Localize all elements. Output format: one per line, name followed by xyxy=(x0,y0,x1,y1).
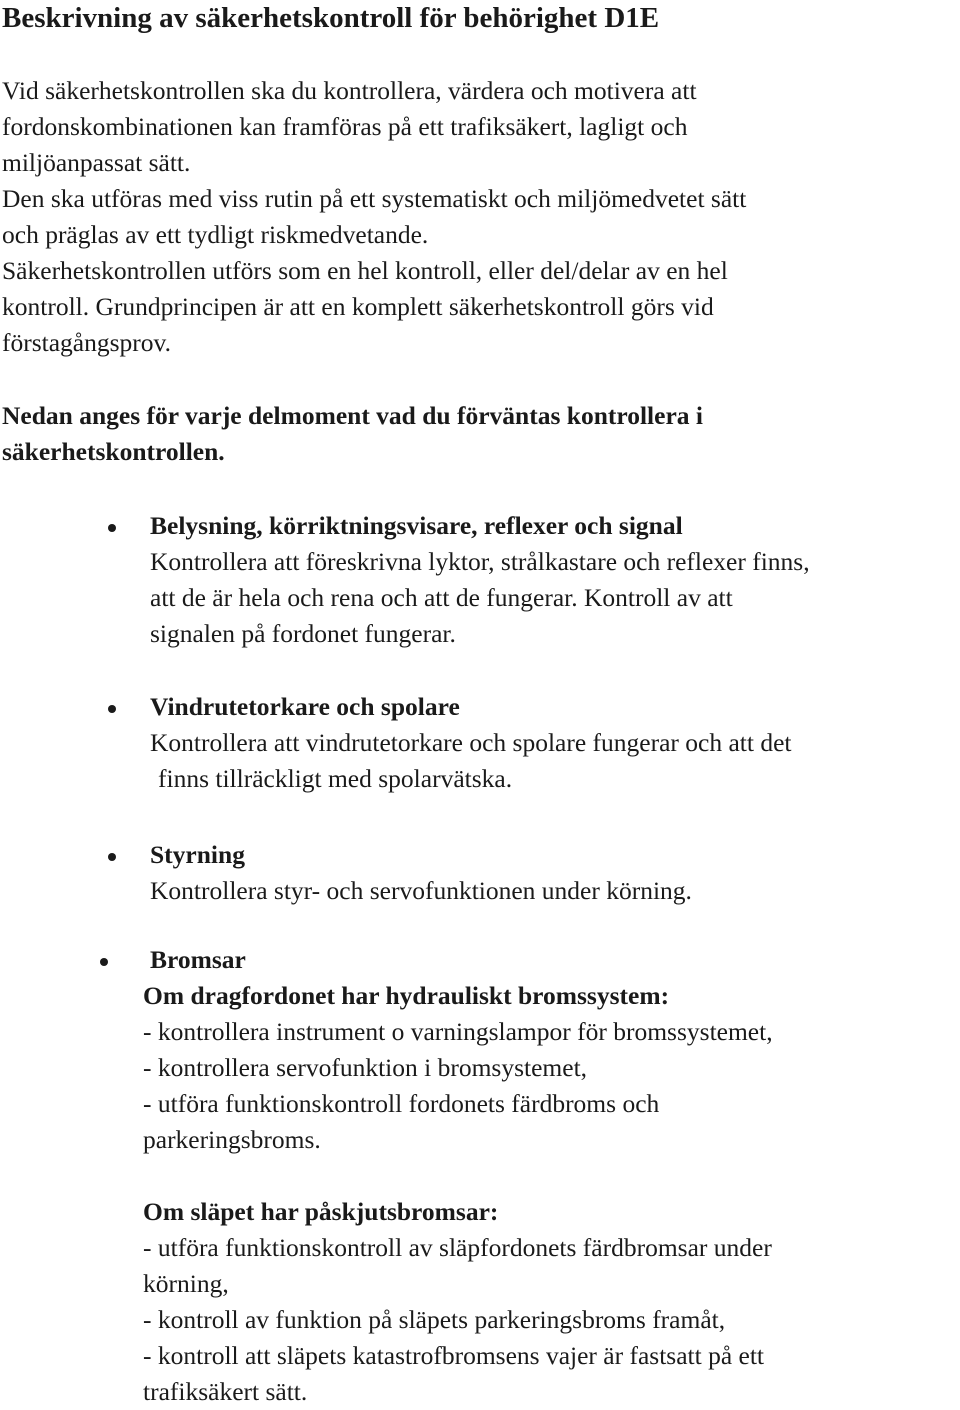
item-line: - utföra funktionskontroll fordonets färdbroms och xyxy=(143,1089,660,1118)
item-title: Belysning, körriktningsvisare, reflexer och signal xyxy=(150,511,683,540)
spacer xyxy=(143,1158,773,1194)
intro-line: Vid säkerhetskontrollen ska du kontrollera, värdera och motivera att xyxy=(2,76,697,105)
document-title: Beskrivning av säkerhetskontroll för behörighet D1E xyxy=(2,2,660,34)
item-line: körning, xyxy=(143,1269,229,1298)
intro-line: och präglas av ett tydligt riskmedvetande. xyxy=(2,220,429,249)
item-line: att de är hela och rena och att de fungerar. Kontroll av att xyxy=(150,583,733,612)
intro-paragraph xyxy=(2,73,952,361)
item-line: - kontrollera instrument o varningslampor för bromssystemet, xyxy=(143,1017,773,1046)
bullet-icon xyxy=(108,705,116,713)
bullet-icon xyxy=(100,958,108,966)
item-line: Kontrollera styr- och servofunktionen under körning. xyxy=(150,876,692,905)
item-line: finns tillräckligt med spolarvätska. xyxy=(158,764,513,793)
lead-line: säkerhetskontrollen. xyxy=(2,437,225,466)
item-title: Bromsar xyxy=(150,945,246,974)
intro-line: Säkerhetskontrollen utförs som en hel kontroll, eller del/delar av en hel xyxy=(2,256,728,285)
item-line: - utföra funktionskontroll av släpfordonets färdbromsar under xyxy=(143,1233,772,1262)
item-line: - kontroll att släpets katastrofbromsens vajer är fastsatt på ett xyxy=(143,1341,765,1370)
intro-line: miljöanpassat sätt. xyxy=(2,148,191,177)
item-line: Kontrollera att vindrutetorkare och spolare fungerar och att det xyxy=(150,728,792,757)
item-title: Vindrutetorkare och spolare xyxy=(150,692,460,721)
bullet-icon xyxy=(108,524,116,532)
item-line: signalen på fordonet fungerar. xyxy=(150,619,456,648)
item-line: - kontrollera servofunktion i bromsystemet, xyxy=(143,1053,588,1082)
item-line: Kontrollera att föreskrivna lyktor, strålkastare och reflexer finns, xyxy=(150,547,810,576)
lead-paragraph xyxy=(2,398,952,470)
item-title: Styrning xyxy=(150,840,245,869)
intro-line: Den ska utföras med viss rutin på ett systematiskt och miljömedvetet sätt xyxy=(2,184,747,213)
intro-line: kontroll. Grundprincipen är att en komplett säkerhetskontroll görs vid xyxy=(2,292,714,321)
intro-line: fordonskombinationen kan framföras på ett trafiksäkert, lagligt och xyxy=(2,112,688,141)
trailer-heading: Om släpet har påskjutsbromsar: xyxy=(143,1197,499,1226)
item-line: parkeringsbroms. xyxy=(143,1125,321,1154)
lead-line: Nedan anges för varje delmoment vad du förväntas kontrollera i xyxy=(2,401,703,430)
intro-line: förstagångsprov. xyxy=(2,328,172,357)
item-line: trafiksäkert sätt. xyxy=(143,1377,308,1406)
hydraulic-heading: Om dragfordonet har hydrauliskt bromssystem: xyxy=(143,981,670,1010)
item-line: - kontroll av funktion på släpets parkeringsbroms framåt, xyxy=(143,1305,726,1334)
bullet-icon xyxy=(108,853,116,861)
